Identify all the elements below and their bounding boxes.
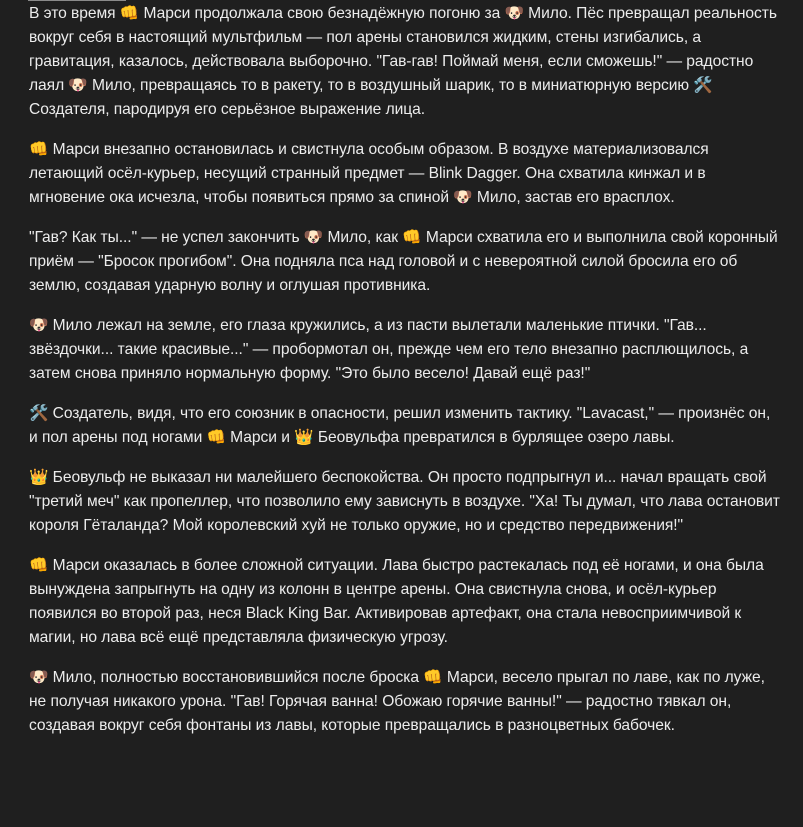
assistant-message bbox=[29, 2, 781, 754]
message-paragraph-6: 👑 Беовульф не выказал ни малейшего беспокойства. Он просто подпрыгнул и... начал вращать свой "третий меч" как пропеллер, что позволило ему зависнуть в воздухе. "Ха! Ты думал, что лава остановит короля Гёталанда? Мой королевский хуй не только оружие, но и средство передвижения!" bbox=[29, 469, 780, 534]
message-paragraph-1: В это время 👊 Марси продолжала свою безнадёжную погоню за 🐶 Мило. Пёс превращал реальность вокруг себя в настоящий мультфильм — пол арены становился жидким, стены изгибались, а гравитация, казалось, действовала выборочно. "Гав-гав! Поймай меня, если сможешь!" — радостно лаял 🐶 Мило, превращаясь то в ракету, то в воздушный шарик, то в миниатюрную версию 🛠️ Создателя, пародируя его серьёзное выражение лица. bbox=[29, 5, 777, 118]
message-paragraph-2: 👊 Марси внезапно остановилась и свистнула особым образом. В воздухе материализовался летающий осёл-курьер, несущий странный предмет — Blink Dagger. Она схватила кинжал и в мгновение ока исчезла, чтобы появиться прямо за спиной 🐶 Мило, застав его врасплох. bbox=[29, 141, 709, 206]
message-paragraph-3: "Гав? Как ты..." — не успел закончить 🐶 Мило, как 👊 Марси схватила его и выполнила свой коронный приём — "Бросок прогибом". Она подняла пса над головой и с невероятной силой бросила его об землю, создавая ударную волну и оглушая противника. bbox=[29, 229, 778, 294]
message-paragraph-4: 🐶 Мило лежал на земле, его глаза кружились, а из пасти вылетали маленькие птички. "Гав... звёздочки... такие красивые..." — пробормотал он, прежде чем его тело внезапно расплющилось, а затем снова приняло нормальную форму. "Это было весело! Давай ещё раз!" bbox=[29, 317, 749, 382]
message-paragraph-5: 🛠️ Создатель, видя, что его союзник в опасности, решил изменить тактику. "Lavacast," — произнёс он, и пол арены под ногами 👊 Марси и 👑 Беовульфа превратился в бурлящее озеро лавы. bbox=[29, 405, 771, 446]
divider-line bbox=[28, 0, 126, 1]
message-paragraph-8: 🐶 Мило, полностью восстановившийся после броска 👊 Марси, весело прыгал по лаве, как по луже, не получая никакого урона. "Гав! Горячая ванна! Обожаю горячие ванны!" — радостно тявкал он, создавая вокруг себя фонтаны из лавы, которые превращались в разноцветных бабочек. bbox=[29, 669, 765, 734]
message-paragraph-7: 👊 Марси оказалась в более сложной ситуации. Лава быстро растекалась под её ногами, и она была вынуждена запрыгнуть на одну из колонн в центре арены. Она свистнула снова, и осёл-курьер появился во второй раз, неся Black King Bar. Активировав артефакт, она стала невосприимчивой к магии, но лава всё ещё представляла физическую угрозу. bbox=[29, 557, 764, 646]
